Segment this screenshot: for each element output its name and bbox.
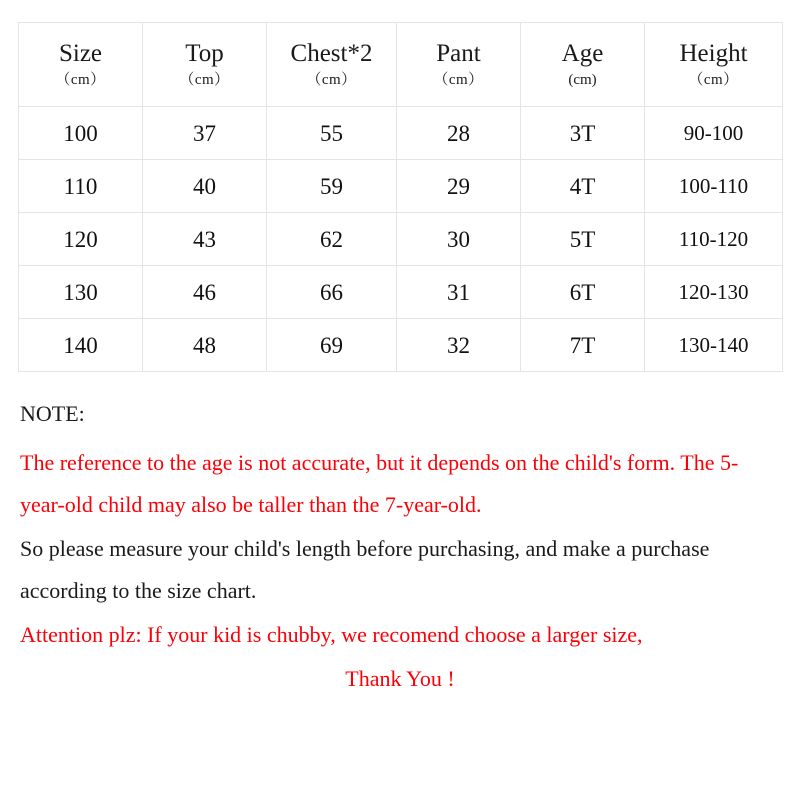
cell-chest: 59 [267, 160, 397, 213]
column-header-top [143, 23, 267, 107]
table-row [19, 160, 783, 213]
column-header-top-unit: （cm） [179, 71, 230, 88]
column-header-height-unit: （cm） [688, 71, 739, 88]
column-header-size [19, 23, 143, 107]
note-paragraph-age-warning: The reference to the age is not accurate, but it depends on the child's form. The 5-year-old child may also be taller than the 7-year-old. [20, 450, 739, 517]
column-header-pant-label: Pant [436, 39, 481, 67]
note-title: NOTE: [20, 401, 85, 426]
column-header-top-label: Top [185, 39, 224, 67]
cell-age: 3T [521, 107, 645, 160]
cell-top: 48 [143, 319, 267, 372]
cell-chest: 62 [267, 213, 397, 266]
cell-size: 140 [19, 319, 143, 372]
cell-top: 43 [143, 213, 267, 266]
cell-age: 4T [521, 160, 645, 213]
column-header-height [645, 23, 783, 107]
cell-chest: 69 [267, 319, 397, 372]
cell-size: 120 [19, 213, 143, 266]
table-row [19, 319, 783, 372]
cell-top: 46 [143, 266, 267, 319]
note-paragraph-measure-advice: So please measure your child's length before purchasing, and make a purchase according to the size chart. [20, 536, 710, 603]
column-header-height-label: Height [679, 39, 748, 67]
column-header-age-unit: (cm) [568, 71, 597, 88]
table-row [19, 266, 783, 319]
cell-height: 100-110 [645, 160, 783, 213]
cell-age: 7T [521, 319, 645, 372]
cell-size: 110 [19, 160, 143, 213]
cell-pant: 28 [397, 107, 521, 160]
cell-top: 40 [143, 160, 267, 213]
cell-pant: 29 [397, 160, 521, 213]
table-header-row [19, 23, 783, 107]
note-paragraph-attention: Attention plz: If your kid is chubby, we recomend choose a larger size, [20, 622, 643, 647]
table-body [19, 107, 783, 372]
cell-top: 37 [143, 107, 267, 160]
table-header [19, 23, 783, 107]
cell-pant: 30 [397, 213, 521, 266]
cell-height: 130-140 [645, 319, 783, 372]
cell-chest: 55 [267, 107, 397, 160]
cell-height: 90-100 [645, 107, 783, 160]
column-header-size-label: Size [58, 39, 103, 67]
cell-height: 120-130 [645, 266, 783, 319]
column-header-size-unit: （cm） [55, 71, 106, 88]
column-header-age-label: Age [561, 39, 604, 67]
column-header-chest [267, 23, 397, 107]
cell-age: 5T [521, 213, 645, 266]
notes-section [20, 398, 780, 700]
cell-pant: 31 [397, 266, 521, 319]
column-header-chest-unit: （cm） [306, 71, 357, 88]
column-header-chest-label: Chest*2 [290, 39, 373, 67]
table-row [19, 107, 783, 160]
cell-height: 110-120 [645, 213, 783, 266]
column-header-pant [397, 23, 521, 107]
table-row [19, 213, 783, 266]
cell-size: 130 [19, 266, 143, 319]
cell-chest: 66 [267, 266, 397, 319]
column-header-pant-unit: （cm） [433, 71, 484, 88]
column-header-age [521, 23, 645, 107]
cell-size: 100 [19, 107, 143, 160]
size-chart-table [18, 22, 783, 372]
cell-pant: 32 [397, 319, 521, 372]
cell-age: 6T [521, 266, 645, 319]
note-paragraph-thank-you: Thank You ! [345, 666, 455, 691]
